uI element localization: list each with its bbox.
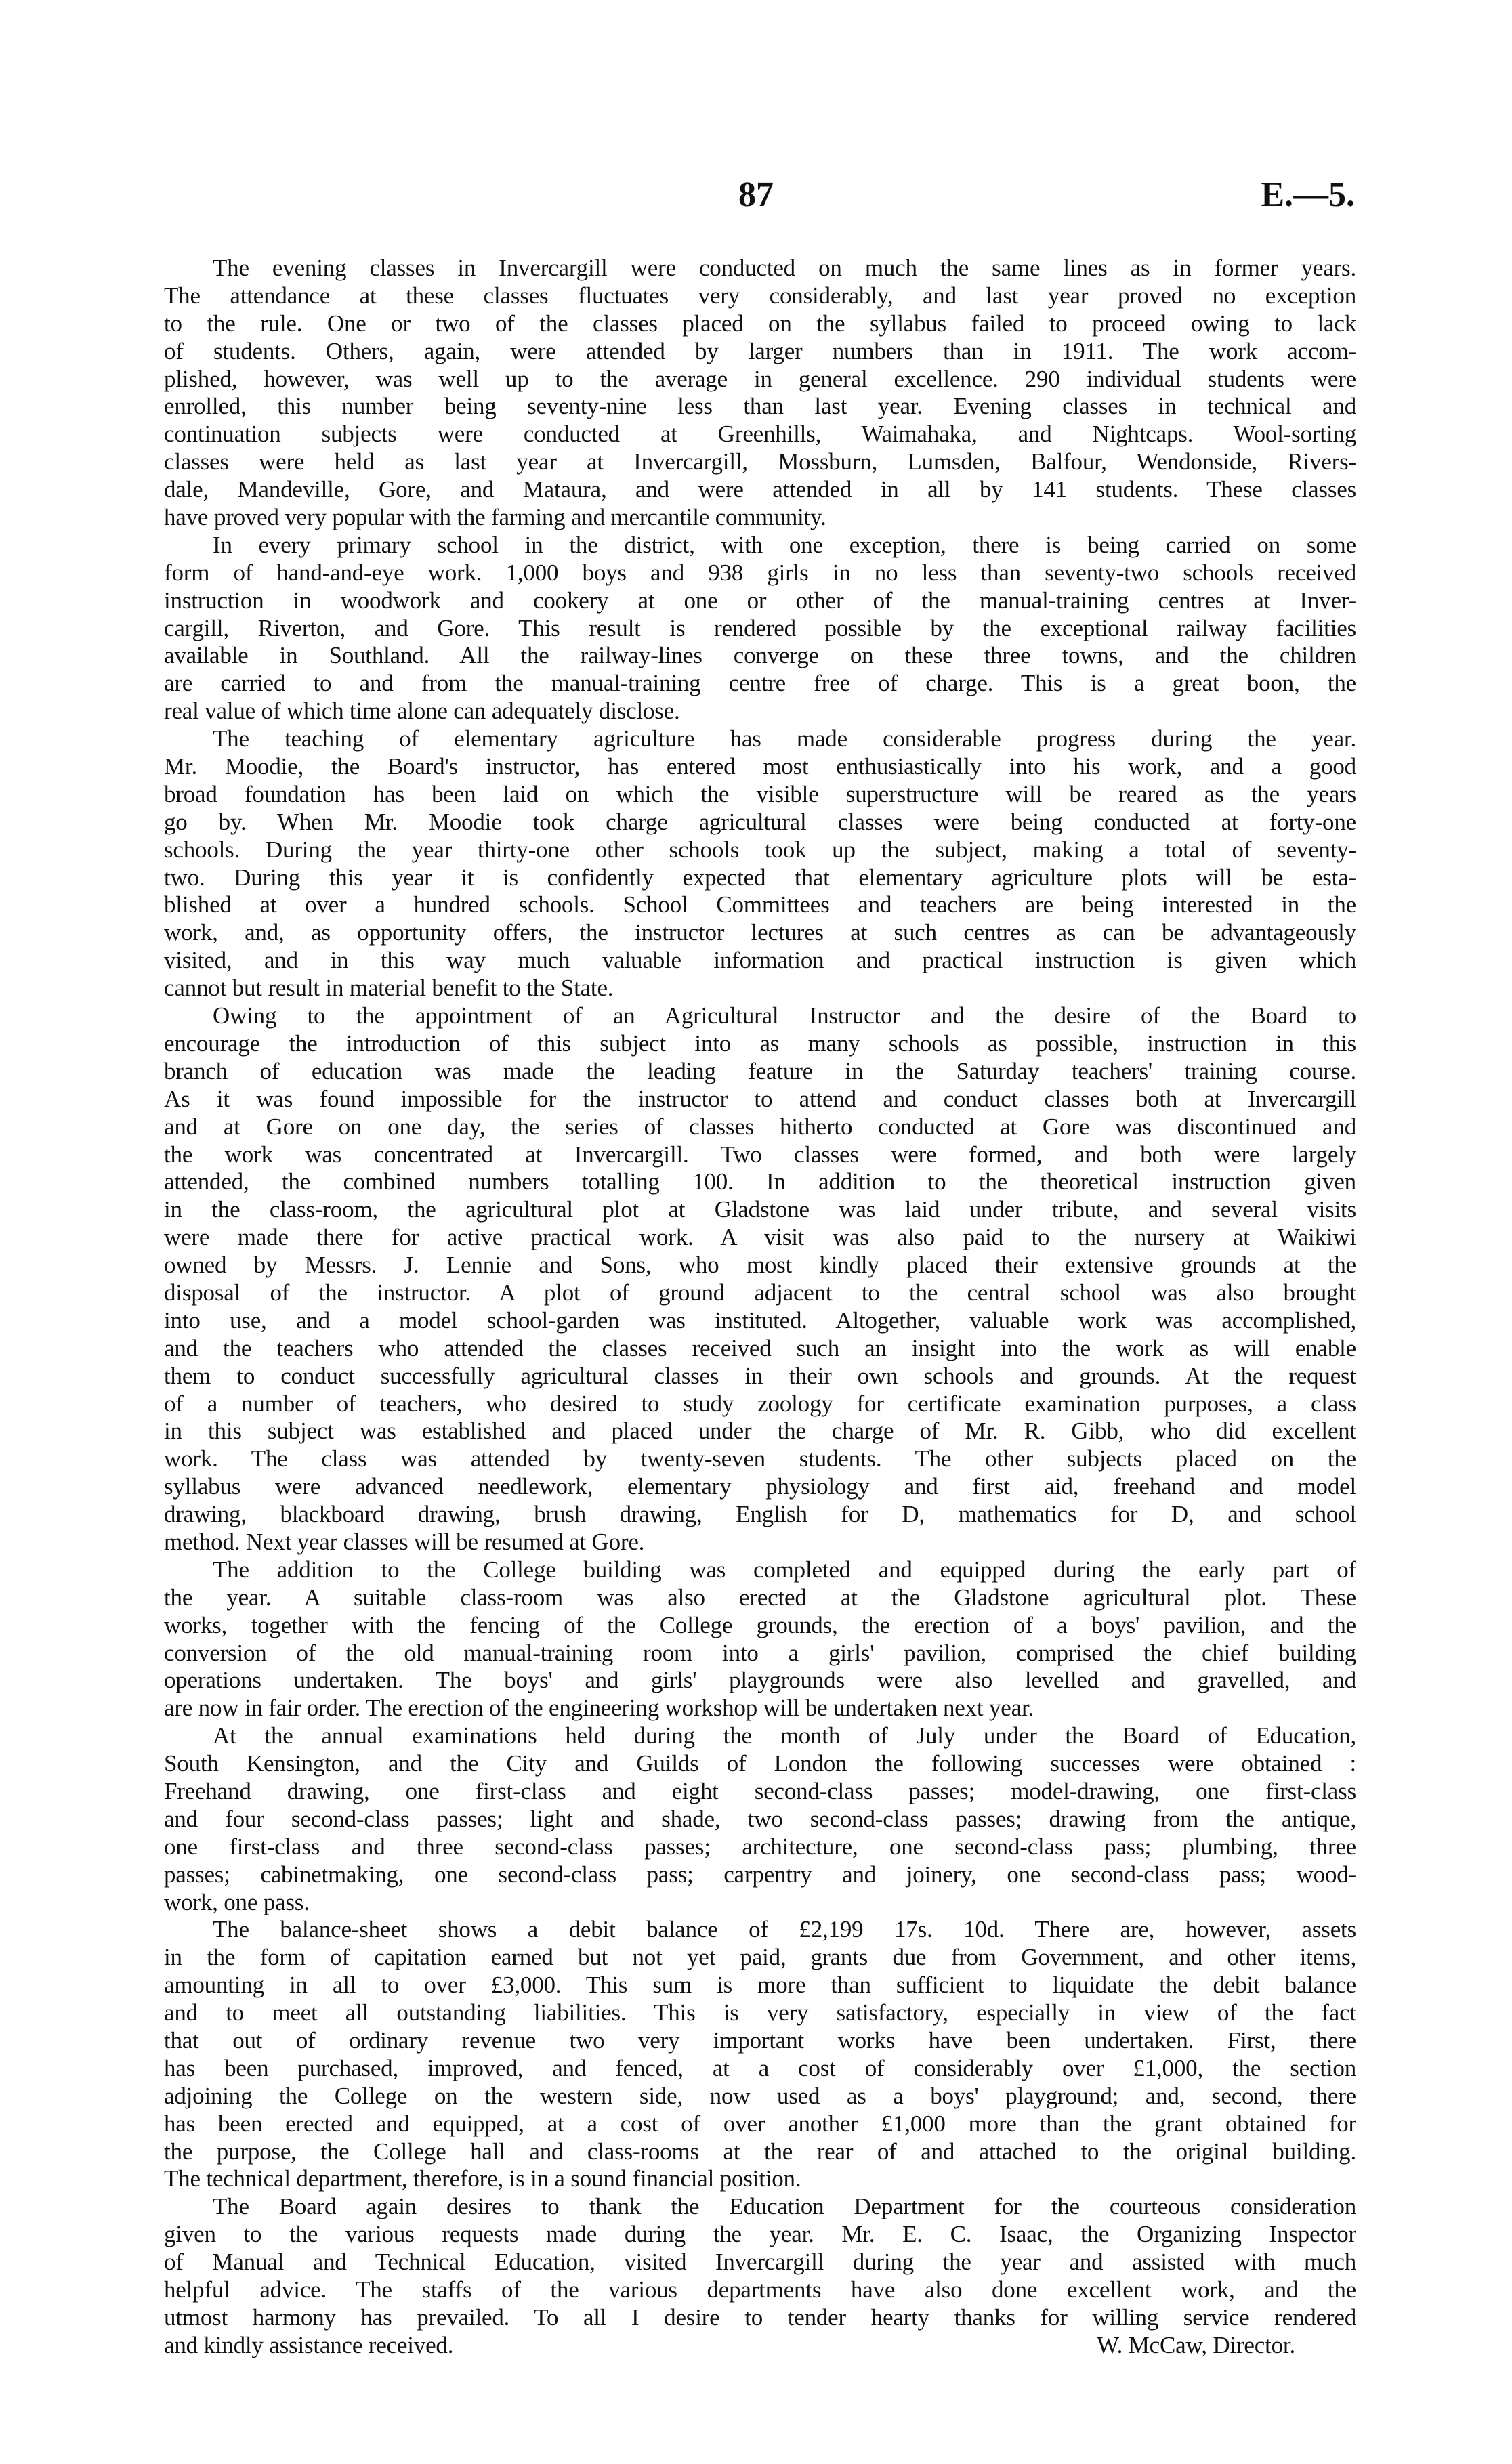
- series-code: E.—5.: [1261, 175, 1355, 214]
- text-line: adjoining the College on the western side, now used as a boys' playground; and, second, there: [164, 2082, 1356, 2109]
- text-line: enrolled, this number being seventy-nine less than last year. Evening classes in technical and: [164, 393, 1356, 420]
- paragraph: [164, 1556, 1356, 1722]
- text-line: conversion of the old manual-training room into a girls' pavilion, comprised the chief building: [164, 1639, 1356, 1666]
- text-line: visited, and in this way much valuable information and practical instruction is given which: [164, 947, 1356, 974]
- text-line: Mr. Moodie, the Board's instructor, has entered most enthusiastically into his work, and a good: [164, 753, 1356, 780]
- closing-text: and kindly assistance received.: [164, 2331, 454, 2358]
- text-line: has been purchased, improved, and fenced, at a cost of considerably over £1,000, the section: [164, 2054, 1356, 2081]
- text-line: South Kensington, and the City and Guilds of London the following successes were obtained :: [164, 1750, 1356, 1777]
- text-line: of a number of teachers, who desired to study zoology for certificate examination purposes, a class: [164, 1390, 1356, 1417]
- text-line: are now in fair order. The erection of the engineering workshop will be undertaken next year.: [164, 1695, 1034, 1722]
- text-line: passes; cabinetmaking, one second-class pass; carpentry and joinery, one second-class pass; wood-: [164, 1861, 1356, 1888]
- text-line: given to the various requests made during the year. Mr. E. C. Isaac, the Organizing Inspector: [164, 2221, 1356, 2248]
- text-line: the year. A suitable class-room was also erected at the Gladstone agricultural plot. These: [164, 1584, 1356, 1611]
- text-line: [164, 2332, 1356, 2360]
- text-line: helpful advice. The staffs of the various departments have also done excellent work, and the: [164, 2276, 1356, 2303]
- text-line: into use, and a model school-garden was instituted. Altogether, valuable work was accomplished,: [164, 1307, 1356, 1334]
- text-line: drawing, blackboard drawing, brush drawing, English for D, mathematics for D, and school: [164, 1501, 1356, 1528]
- text-line: At the annual examinations held during the month of July under the Board of Education,: [213, 1722, 1356, 1749]
- text-line: in the class-room, the agricultural plot at Gladstone was laid under tribute, and several visits: [164, 1196, 1356, 1223]
- text-line: cannot but result in material benefit to the State.: [164, 975, 614, 1002]
- text-line: The balance-sheet shows a debit balance of £2,199 17s. 10d. There are, however, assets: [213, 1916, 1356, 1943]
- text-line: In every primary school in the district, with one exception, there is being carried on some: [213, 531, 1356, 558]
- text-line: continuation subjects were conducted at Greenhills, Waimahaka, and Nightcaps. Wool-sorting: [164, 421, 1356, 448]
- text-line: to the rule. One or two of the classes placed on the syllabus failed to proceed owing to lack: [164, 310, 1356, 337]
- text-line: The attendance at these classes fluctuates very considerably, and last year proved no exception: [164, 282, 1356, 309]
- paragraph: [164, 1916, 1356, 2193]
- text-line: the purpose, the College hall and class-rooms at the rear of and attached to the original building.: [164, 2138, 1356, 2165]
- text-line: The evening classes in Invercargill were conducted on much the same lines as in former years.: [213, 255, 1356, 281]
- text-line: The Board again desires to thank the Education Department for the courteous consideration: [213, 2193, 1356, 2220]
- text-line: owned by Messrs. J. Lennie and Sons, who most kindly placed their extensive grounds at the: [164, 1252, 1356, 1279]
- text-line: and at Gore on one day, the series of classes hitherto conducted at Gore was discontinued and: [164, 1113, 1356, 1140]
- text-line: were made there for active practical work. A visit was also paid to the nursery at Waikiwi: [164, 1224, 1356, 1251]
- text-line: plished, however, was well up to the average in general excellence. 290 individual students were: [164, 365, 1356, 392]
- text-line: As it was found impossible for the instructor to attend and conduct classes both at Invercargill: [164, 1085, 1356, 1112]
- text-line: available in Southland. All the railway-lines converge on these three towns, and the children: [164, 642, 1356, 669]
- paragraph: [164, 532, 1356, 725]
- text-line: dale, Mandeville, Gore, and Mataura, and were attended in all by 141 students. These classes: [164, 476, 1356, 503]
- paragraph: [164, 725, 1356, 1002]
- paragraph: [164, 1002, 1356, 1556]
- text-line: The addition to the College building was completed and equipped during the early part of: [213, 1556, 1356, 1583]
- text-line: one first-class and three second-class passes; architecture, one second-class pass; plumbing, three: [164, 1833, 1356, 1860]
- text-line: syllabus were advanced needlework, elementary physiology and first aid, freehand and model: [164, 1473, 1356, 1500]
- text-line: method. Next year classes will be resumed at Gore.: [164, 1528, 645, 1555]
- text-line: two. During this year it is confidently expected that elementary agriculture plots will be esta-: [164, 864, 1356, 891]
- text-line: Owing to the appointment of an Agricultural Instructor and the desire of the Board to: [213, 1002, 1356, 1029]
- text-line: broad foundation has been laid on which the visible superstructure will be reared as the years: [164, 780, 1356, 807]
- text-line: blished at over a hundred schools. School Committees and teachers are being interested in the: [164, 891, 1356, 918]
- text-line: and to meet all outstanding liabilities. This is very satisfactory, especially in view of the fact: [164, 1999, 1356, 2026]
- text-line: have proved very popular with the farming and mercantile community.: [164, 504, 826, 531]
- text-line: work, one pass.: [164, 1888, 310, 1915]
- text-line: them to conduct successfully agricultural classes in their own schools and grounds. At the request: [164, 1362, 1356, 1389]
- text-line: utmost harmony has prevailed. To all I desire to tender hearty thanks for willing service rendered: [164, 2303, 1356, 2331]
- text-line: of students. Others, again, were attended by larger numbers than in 1911. The work accom-: [164, 337, 1356, 364]
- text-line: branch of education was made the leading feature in the Saturday teachers' training course.: [164, 1057, 1356, 1084]
- text-line: encourage the introduction of this subject into as many schools as possible, instruction in this: [164, 1029, 1356, 1057]
- signature: W. McCaw, Director.: [1097, 2331, 1295, 2358]
- page-number: 87: [738, 175, 774, 214]
- text-line: in this subject was established and placed under the charge of Mr. R. Gibb, who did excellent: [164, 1418, 1356, 1445]
- paragraph: [164, 2193, 1356, 2359]
- text-line: instruction in woodwork and cookery at one or other of the manual-training centres at Inver-: [164, 587, 1356, 614]
- text-line: and four second-class passes; light and shade, two second-class passes; drawing from the antique,: [164, 1805, 1356, 1832]
- text-line: The teaching of elementary agriculture has made considerable progress during the year.: [213, 725, 1356, 752]
- text-line: cargill, Riverton, and Gore. This result is rendered possible by the exceptional railway facilities: [164, 614, 1356, 641]
- text-line: work. The class was attended by twenty-seven students. The other subjects placed on the: [164, 1445, 1356, 1472]
- text-line: amounting in all to over £3,000. This sum is more than sufficient to liquidate the debit balance: [164, 1972, 1356, 1999]
- text-line: of Manual and Technical Education, visited Invercargill during the year and assisted with much: [164, 2249, 1356, 2276]
- text-line: The technical department, therefore, is in a sound financial position.: [164, 2165, 801, 2192]
- text-line: are carried to and from the manual-training centre free of charge. This is a great boon, the: [164, 670, 1356, 697]
- body-text: [164, 255, 1356, 2360]
- text-line: disposal of the instructor. A plot of ground adjacent to the central school was also brought: [164, 1279, 1356, 1306]
- text-line: classes were held as last year at Invercargill, Mossburn, Lumsden, Balfour, Wendonside, Rivers-: [164, 448, 1356, 475]
- text-line: form of hand-and-eye work. 1,000 boys and 938 girls in no less than seventy-two schools received: [164, 559, 1356, 586]
- text-line: has been erected and equipped, at a cost of over another £1,000 more than the grant obtained for: [164, 2110, 1356, 2137]
- text-line: that out of ordinary revenue two very important works have been undertaken. First, there: [164, 2027, 1356, 2054]
- text-line: works, together with the fencing of the College grounds, the erection of a boys' pavilion, and the: [164, 1611, 1356, 1638]
- text-line: Freehand drawing, one first-class and eight second-class passes; model-drawing, one first-class: [164, 1777, 1356, 1804]
- text-line: the work was concentrated at Invercargill. Two classes were formed, and both were largely: [164, 1141, 1356, 1168]
- text-line: in the form of capitation earned but not yet paid, grants due from Government, and other items,: [164, 1944, 1356, 1971]
- text-line: real value of which time alone can adequately disclose.: [164, 698, 680, 725]
- paragraph: [164, 255, 1356, 532]
- text-line: attended, the combined numbers totalling 100. In addition to the theoretical instruction given: [164, 1168, 1356, 1195]
- text-line: work, and, as opportunity offers, the instructor lectures at such centres as can be advantageously: [164, 919, 1356, 946]
- text-line: go by. When Mr. Moodie took charge agricultural classes were being conducted at forty-one: [164, 808, 1356, 835]
- text-line: and the teachers who attended the classes received such an insight into the work as will enable: [164, 1334, 1356, 1361]
- text-line: operations undertaken. The boys' and girls' playgrounds were also levelled and gravelled, and: [164, 1667, 1356, 1694]
- text-line: schools. During the year thirty-one other schools took up the subject, making a total of seventy-: [164, 836, 1356, 863]
- paragraph: [164, 1722, 1356, 1916]
